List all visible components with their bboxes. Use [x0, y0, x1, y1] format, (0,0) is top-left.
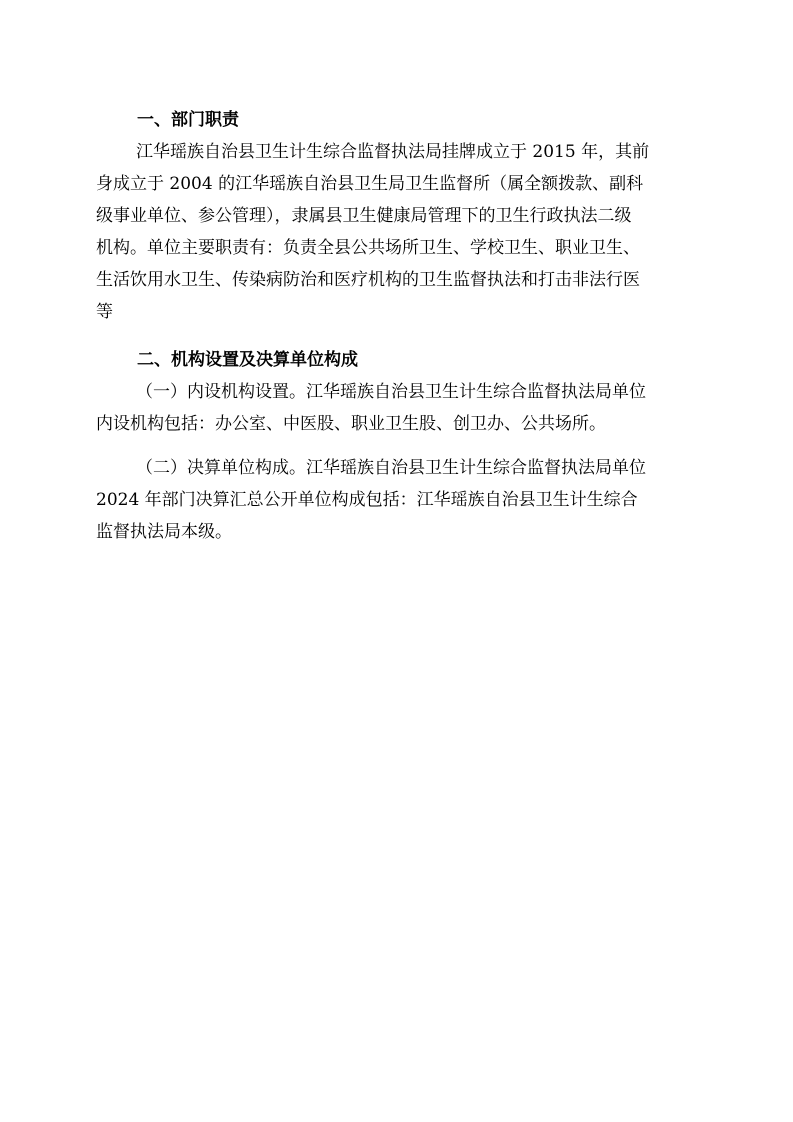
paragraph-accounting-units	[96, 452, 696, 548]
paragraph-line: 等	[96, 302, 113, 322]
paragraph-line: 监督执法局本级。	[96, 522, 232, 542]
paragraph-line: （一）内设机构设置。江华瑶族自治县卫生计生综合监督执法局单位	[136, 382, 646, 402]
paragraph-line: 级事业单位、参公管理），隶属县卫生健康局管理下的卫生行政执法二级	[96, 206, 632, 226]
paragraph-department-duties	[96, 136, 696, 328]
paragraph-line: 身成立于 2004 的江华瑶族自治县卫生局卫生监督所（属全额拨款、副科	[96, 174, 644, 194]
paragraph-line: 生活饮用水卫生、传染病防治和医疗机构的卫生监督执法和打击非法行医	[96, 270, 640, 290]
paragraph-internal-structure	[96, 376, 696, 440]
section-heading-organization: 二、机构设置及决算单位构成	[137, 350, 358, 370]
paragraph-line: 内设机构包括：办公室、中医股、职业卫生股、创卫办、公共场所。	[96, 414, 606, 434]
paragraph-line: 江华瑶族自治县卫生计生综合监督执法局挂牌成立于 2015 年，其前	[136, 142, 650, 162]
paragraph-line: （二）决算单位构成。江华瑶族自治县卫生计生综合监督执法局单位	[136, 458, 646, 478]
paragraph-line: 2024 年部门决算汇总公开单位构成包括：江华瑶族自治县卫生计生综合	[96, 490, 638, 510]
paragraph-line: 机构。单位主要职责有：负责全县公共场所卫生、学校卫生、职业卫生、	[96, 238, 640, 258]
section-heading-department-duties: 一、部门职责	[137, 110, 239, 130]
